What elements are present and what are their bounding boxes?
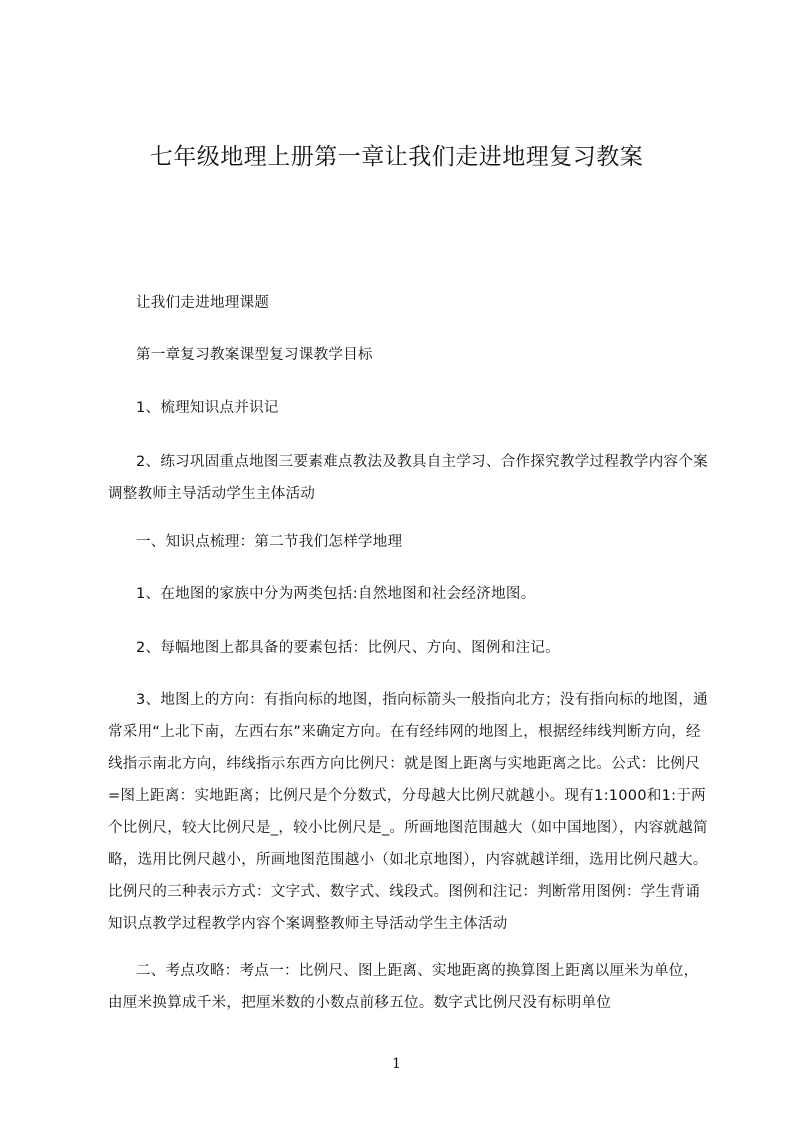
paragraph-section-2: 二、考点攻略：考点一：比例尺、图上距离、实地距离的换算图上距离以厘米为单位，由厘米换算成千米，把厘米数的小数点前移五位。数字式比例尺没有标明单位 bbox=[108, 963, 699, 1011]
paragraph-objective-2: 2、练习巩固重点地图三要素难点教法及教具自主学习、合作探究教学过程教学内容个案调整教师主导活动学生主体活动 bbox=[108, 454, 708, 502]
paragraph-lesson-topic: 让我们走进地理课题 bbox=[136, 295, 270, 311]
paragraph-section-1-heading: 一、知识点梳理：第二节我们怎样学地理 bbox=[136, 534, 403, 550]
page-number: 1 bbox=[392, 1056, 401, 1072]
document-title: 七年级地理上册第一章让我们走进地理复习教案 bbox=[149, 144, 644, 170]
paragraph-point-1: 1、在地图的家族中分为两类包括:自然地图和社会经济地图。 bbox=[136, 586, 536, 602]
paragraph-lesson-type: 第一章复习教案课型复习课教学目标 bbox=[136, 347, 373, 363]
paragraph-objective-1: 1、梳理知识点并识记 bbox=[136, 400, 279, 416]
paragraph-point-2: 2、每幅地图上都具备的要素包括：比例尺、方向、图例和注记。 bbox=[136, 640, 560, 656]
paragraph-point-3: 3、地图上的方向：有指向标的地图，指向标箭头一般指向北方；没有指向标的地图，通常采用“上北下南，左西右东”来确定方向。在有经纬网的地图上，根据经纬线判断方向，经线指示南北方向，纬线指示东西方向比例尺：就是图上距离与实地距离之比。公式：比例尺=图上距离：实地距离；比例尺是个分数式，分母越大比例尺就越小。现有1:1000和1:于两个比例尺，较大比例尺是_，较小比例尺是_。所画地图范围越大（如中国地图），内容就越简略，选用比例尺越小，所画地图范围越小（如北京地图），内容就越详细，选用比例尺越大。比例尺的三种表示方式：文字式、数字式、线段式。图例和注记：判断常用图例：学生背诵知识点教学过程教学内容个案调整教师主导活动学生主体活动 bbox=[108, 692, 708, 932]
